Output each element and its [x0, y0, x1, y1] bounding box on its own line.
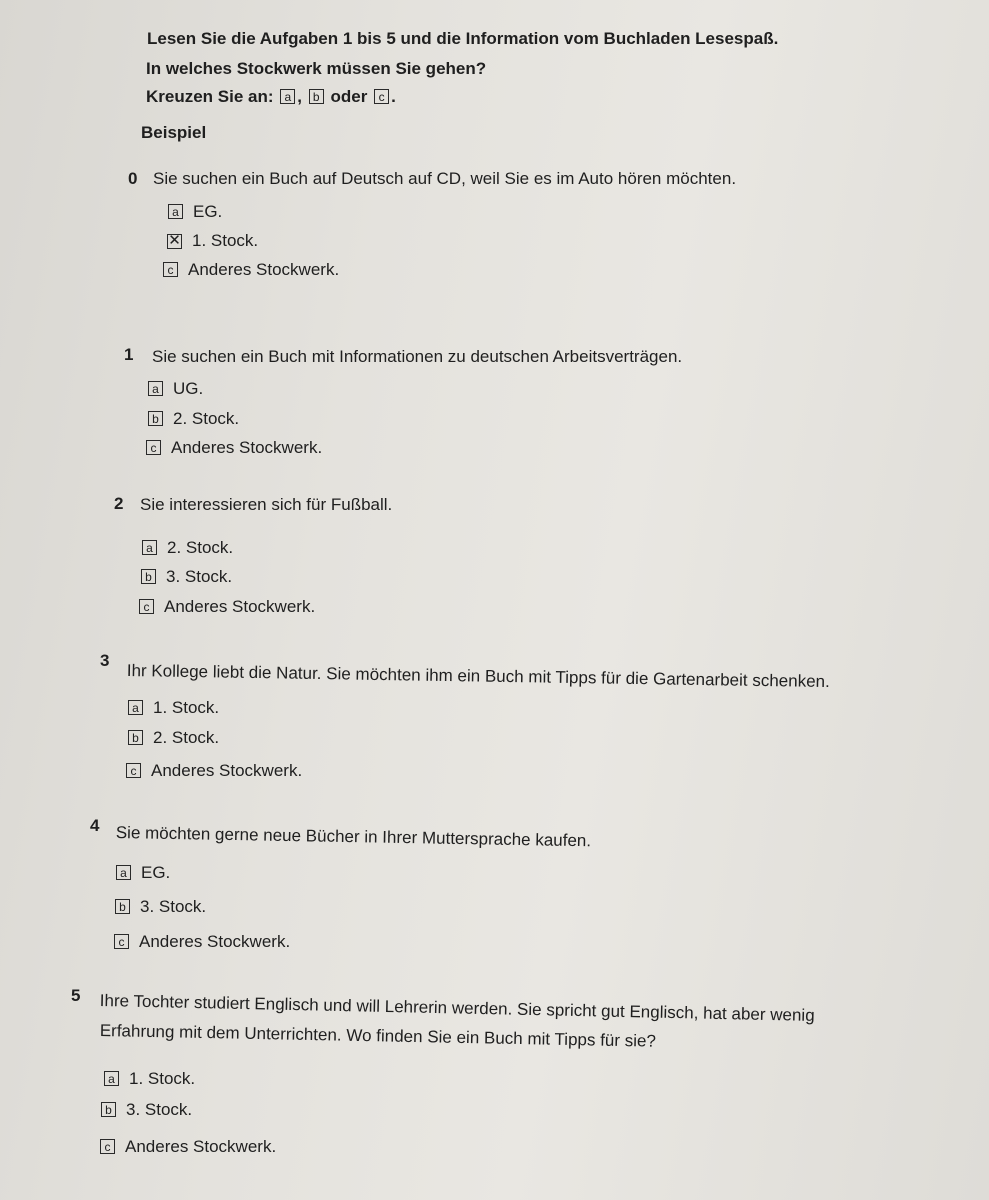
example-option-c[interactable] — [163, 259, 339, 281]
option-label: 2. Stock. — [167, 538, 234, 557]
option-checkbox[interactable]: a — [128, 700, 143, 715]
mark-prefix: Kreuzen Sie an: — [146, 87, 274, 106]
question-5-text-line-1: Ihre Tochter studiert Englisch und will Lehrerin werden. Sie spricht gut Englisch, hat aber wenig — [99, 990, 815, 1025]
option-label: 2. Stock. — [173, 409, 240, 428]
letter-box-b: b — [309, 89, 324, 104]
question-3-option-b[interactable] — [128, 727, 219, 749]
question-4-option-c[interactable] — [114, 931, 290, 953]
option-label: Anderes Stockwerk. — [164, 597, 316, 616]
option-checkbox[interactable]: a — [104, 1071, 119, 1086]
question-4-option-b[interactable] — [115, 896, 206, 918]
question-4-option-a[interactable] — [116, 862, 170, 884]
example-number: 0 — [128, 169, 138, 188]
question-1-option-a[interactable] — [148, 378, 203, 400]
example-question: Sie suchen ein Buch auf Deutsch auf CD, weil Sie es im Auto hören möchten. — [153, 169, 737, 188]
option-label: 1. Stock. — [129, 1069, 196, 1088]
question-5-text-line-2: Erfahrung mit dem Unterrichten. Wo finden Sie ein Buch mit Tipps für sie? — [99, 1020, 657, 1051]
instruction-line-3 — [146, 86, 396, 108]
separator: , — [297, 87, 303, 106]
option-checkbox[interactable]: c — [100, 1139, 115, 1154]
question-5-option-c[interactable] — [100, 1136, 276, 1158]
option-label: EG. — [193, 202, 223, 221]
option-checkbox[interactable]: c — [163, 262, 178, 277]
option-label: Anderes Stockwerk. — [151, 761, 303, 780]
question-1-text: Sie suchen ein Buch mit Informationen zu deutschen Arbeitsverträgen. — [152, 347, 683, 366]
question-5-option-b[interactable] — [101, 1099, 192, 1121]
question-2-option-b[interactable] — [141, 566, 232, 588]
question-1-option-b[interactable] — [148, 408, 239, 430]
option-checkbox[interactable]: c — [139, 599, 154, 614]
option-checkbox[interactable]: a — [116, 865, 131, 880]
option-checkbox[interactable]: c — [126, 763, 141, 778]
option-label: 3. Stock. — [166, 567, 233, 586]
question-2-number: 2 — [114, 494, 124, 513]
option-label: Anderes Stockwerk. — [188, 260, 340, 279]
option-label: UG. — [173, 379, 204, 398]
option-checkbox[interactable]: b — [115, 899, 130, 914]
option-checkbox[interactable]: c — [114, 934, 129, 949]
option-label: Anderes Stockwerk. — [171, 438, 323, 457]
question-3-option-c[interactable] — [126, 760, 302, 782]
option-label: Anderes Stockwerk. — [125, 1137, 277, 1156]
example-option-a[interactable] — [168, 201, 222, 223]
question-3-number: 3 — [100, 651, 110, 670]
example-option-b[interactable] — [167, 230, 258, 252]
option-checkbox[interactable]: b — [128, 730, 143, 745]
option-checkbox[interactable]: a — [142, 540, 157, 555]
option-label: 3. Stock. — [126, 1100, 193, 1119]
option-label: 1. Stock. — [192, 231, 259, 250]
letter-box-c: c — [374, 89, 389, 104]
instruction-line-2: In welches Stockwerk müssen Sie gehen? — [146, 59, 487, 78]
option-checkbox[interactable]: a — [148, 381, 163, 396]
question-3-text: Ihr Kollege liebt die Natur. Sie möchten ihm ein Buch mit Tipps für die Gartenarbeit schenken. — [126, 660, 830, 692]
option-label: 3. Stock. — [140, 897, 207, 916]
question-2-text: Sie interessieren sich für Fußball. — [140, 495, 393, 514]
question-2-option-c[interactable] — [139, 596, 315, 618]
option-checkbox[interactable]: b — [148, 411, 163, 426]
question-4-number: 4 — [90, 816, 100, 835]
option-checkbox[interactable]: b — [101, 1102, 116, 1117]
question-5-option-a[interactable] — [104, 1068, 195, 1090]
letter-box-a: a — [280, 89, 295, 104]
option-label: 1. Stock. — [153, 698, 220, 717]
option-checkbox[interactable]: a — [168, 204, 183, 219]
option-label: Anderes Stockwerk. — [139, 932, 291, 951]
or-word: oder — [330, 87, 368, 106]
question-1-option-c[interactable] — [146, 437, 322, 459]
option-checkbox[interactable]: c — [146, 440, 161, 455]
option-label: EG. — [141, 863, 171, 882]
question-5-number: 5 — [71, 986, 81, 1005]
instruction-line-1: Lesen Sie die Aufgaben 1 bis 5 und die Information vom Buchladen Lesespaß. — [147, 29, 779, 48]
option-checkbox[interactable]: b — [141, 569, 156, 584]
question-4-text: Sie möchten gerne neue Bücher in Ihrer Muttersprache kaufen. — [115, 822, 592, 851]
option-label: 2. Stock. — [153, 728, 220, 747]
question-3-option-a[interactable] — [128, 697, 219, 719]
end-period: . — [391, 87, 396, 106]
example-heading: Beispiel — [141, 123, 207, 142]
option-checkbox-checked[interactable]: ✕ — [168, 232, 181, 249]
question-1-number: 1 — [124, 345, 134, 364]
question-2-option-a[interactable] — [142, 537, 233, 559]
